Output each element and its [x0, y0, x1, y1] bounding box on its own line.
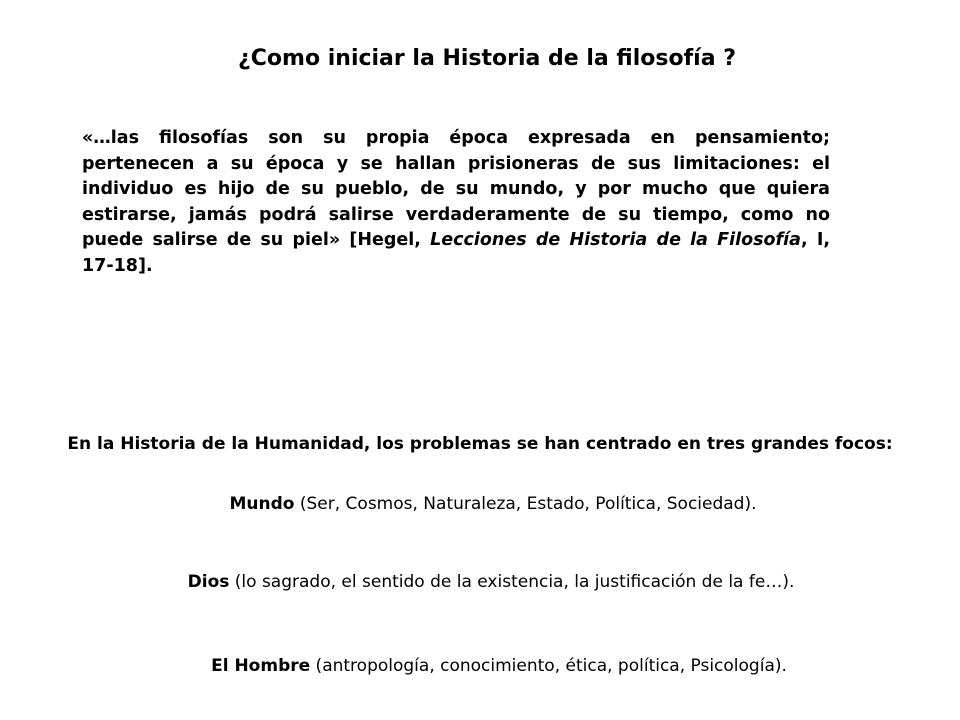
- focus-item-mundo: [0, 494, 960, 514]
- focus-description: (lo sagrado, el sentido de la existencia, la justificación de la fe…).: [229, 572, 795, 592]
- quote-citation-end: , I, 17-18].: [82, 230, 830, 276]
- quote-text: «…las filosofías son su propia época expresada en pensamiento; pertenecen a su época y se hallan prisioneras de sus limitaciones: el individuo es hijo de su pueblo, de su mundo, y por mucho que quiera estirarse, jamás podrá salirse verdaderamente de su tiempo, como no puede salirse de su piel» [Hegel,: [82, 128, 830, 250]
- focus-term: Dios: [187, 572, 230, 592]
- quote-book-title: Lecciones de Historia de la Filosofía: [430, 230, 801, 250]
- focus-item-dios: [0, 572, 960, 592]
- focus-item-hombre: [0, 656, 960, 676]
- focus-term: Mundo: [229, 494, 295, 514]
- hegel-quote: [82, 126, 830, 279]
- intro-sentence: En la Historia de la Humanidad, los problemas se han centrado en tres grandes focos:: [67, 434, 893, 454]
- focus-description: (Ser, Cosmos, Naturaleza, Estado, Política, Sociedad).: [294, 494, 757, 514]
- slide-title: ¿Como iniciar la Historia de la filosofía ?: [238, 46, 736, 71]
- focus-description: (antropología, conocimiento, ética, política, Psicología).: [310, 656, 787, 676]
- focus-term: El Hombre: [211, 656, 311, 676]
